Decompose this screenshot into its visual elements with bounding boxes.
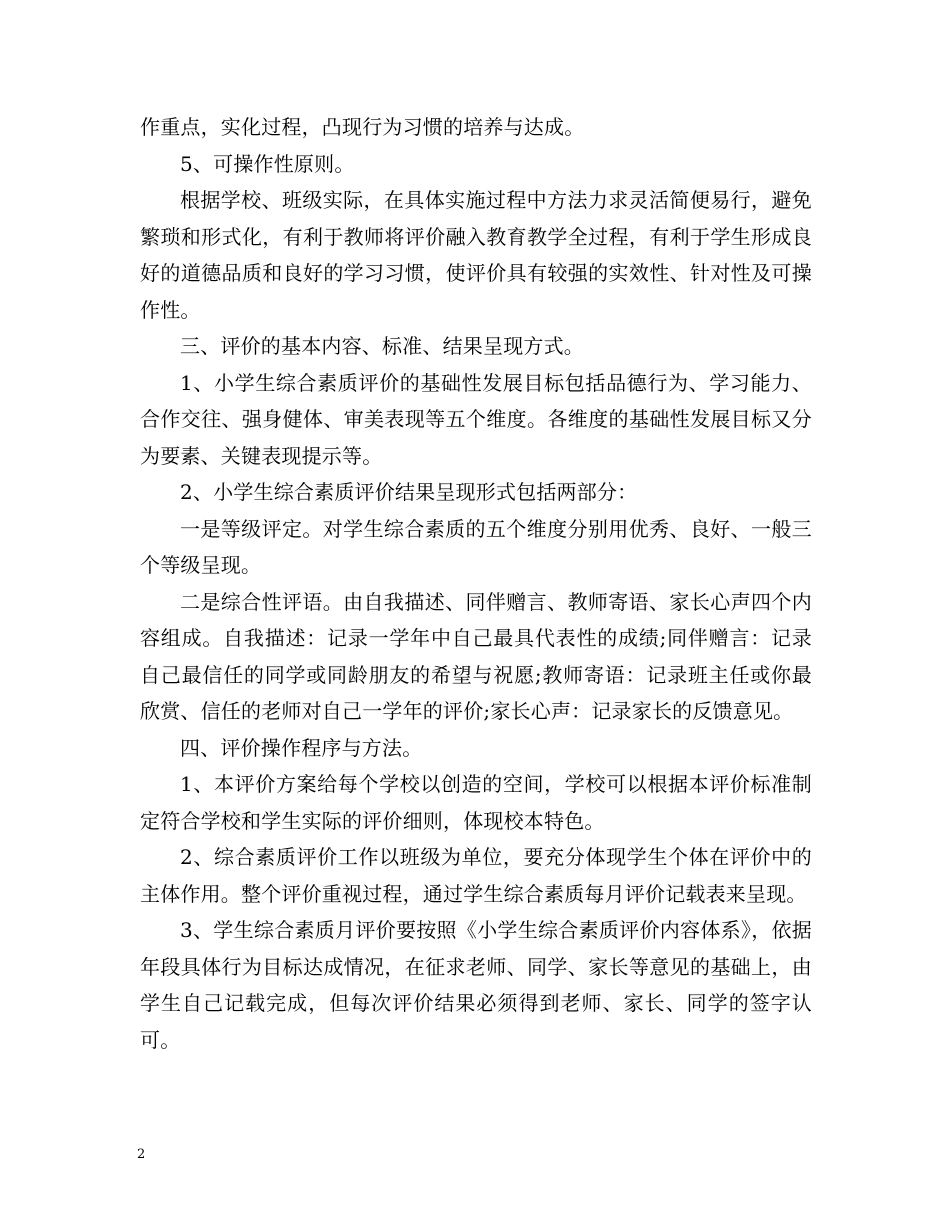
paragraph-6: 2、小学生综合素质评价结果呈现形式包括两部分： [180,480,638,504]
paragraph-8: 二是综合性评语。由自我描述、同伴赠言、教师寄语、家长心声四个内容组成。自我描述：记录一学年中自己最具代表性的成绩;同伴赠言：记录自己最信任的同学或同龄朋友的希望与祝愿;教师寄语：记录班主任或你最欣赏、信任的老师对自己一学年的评价;家长心声：记录家长的反馈意见。 [140,589,812,723]
paragraph-10: 1、本评价方案给每个学校以创造的空间，学校可以根据本评价标准制定符合学校和学生实际的评价细则，体现校本特色。 [140,772,812,833]
paragraph-3: 根据学校、班级实际，在具体实施过程中方法力求灵活简便易行，避免繁琐和形式化，有利于教师将评价融入教育教学全过程，有利于学生形成良好的道德品质和良好的学习习惯，使评价具有较强的实效性、针对性及可操作性。 [140,188,812,322]
body-text [140,109,812,1058]
paragraph-7: 一是等级评定。对学生综合素质的五个维度分别用优秀、良好、一般三个等级呈现。 [140,516,812,577]
paragraph-12: 3、学生综合素质月评价要按照《小学生综合素质评价内容体系》，依据年段具体行为目标达成情况，在征求老师、同学、家长等意见的基础上，由学生自己记载完成，但每次评价结果必须得到老师、家长、同学的签字认可。 [140,918,812,1052]
paragraph-9: 四、评价操作程序与方法。 [180,735,423,760]
page-number: 2 [137,1147,146,1162]
paragraph-1: 作重点，实化过程，凸现行为习惯的培养与达成。 [140,115,585,139]
paragraph-2: 5、可操作性原则。 [180,151,355,176]
paragraph-4: 三、评价的基本内容、标准、结果呈现方式。 [180,334,584,358]
paragraph-5: 1、小学生综合素质评价的基础性发展目标包括品德行为、学习能力、合作交往、强身健体、审美表现等五个维度。各维度的基础性发展目标又分为要素、关键表现提示等。 [140,370,812,468]
paragraph-11: 2、综合素质评价工作以班级为单位，要充分体现学生个体在评价中的主体作用。整个评价重视过程，通过学生综合素质每月评价记载表来呈现。 [140,845,812,906]
